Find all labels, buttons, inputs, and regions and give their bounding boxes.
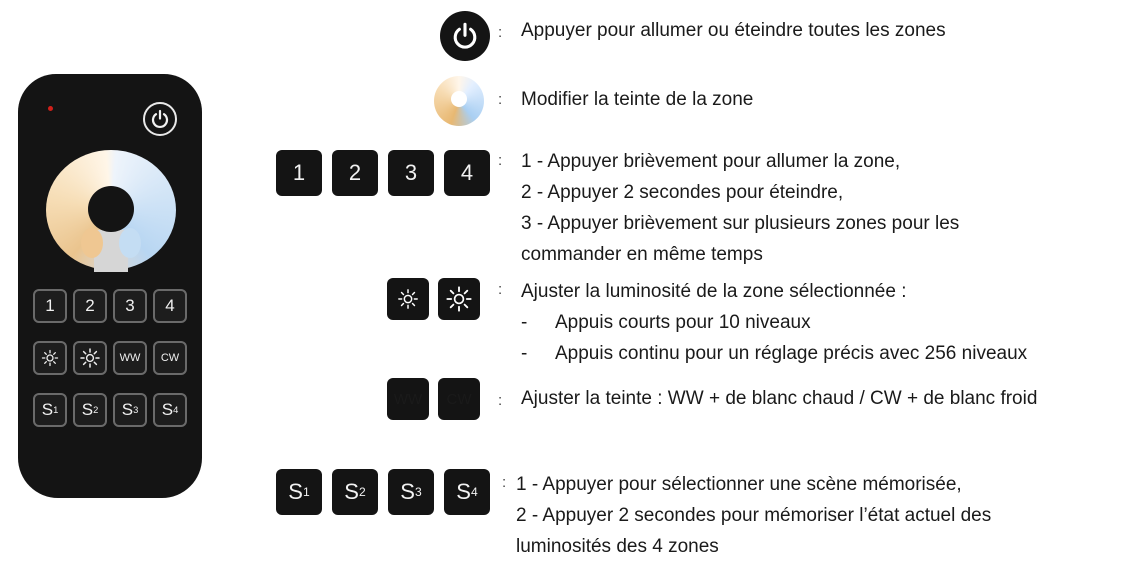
brightness-bullet-1: - Appuis courts pour 10 niveaux	[521, 312, 811, 333]
power-icon	[150, 109, 170, 129]
legend-brightness-down-button	[387, 278, 429, 320]
sun-large-icon	[446, 286, 472, 312]
power-icon	[451, 22, 479, 50]
wheel-center	[451, 91, 467, 107]
scenes-line-1: 1 - Appuyer pour sélectionner une scène mémorisée,	[516, 474, 962, 495]
legend-colon: :	[498, 152, 503, 169]
legend-colon: :	[498, 392, 503, 409]
zones-line-3: 3 - Appuyer brièvement sur plusieurs zones pour les	[521, 213, 960, 234]
wheel-description: Modifier la teinte de la zone	[521, 89, 754, 110]
color-temperature-wheel[interactable]	[46, 150, 176, 270]
legend-scene-2-button: S 2	[332, 469, 378, 515]
brightness-bullet-2: - Appuis continu pour un réglage précis avec 256 niveaux	[521, 343, 1028, 364]
brightness-description	[521, 276, 1027, 369]
tint-description: Ajuster la teinte : WW + de blanc chaud / CW + de blanc froid	[521, 388, 1038, 409]
legend-brightness-up-button	[438, 278, 480, 320]
brightness-title: Ajuster la luminosité de la zone sélectionnée :	[521, 281, 907, 302]
remote-brightness-up-button[interactable]	[73, 341, 107, 375]
zones-line-1: 1 - Appuyer brièvement pour allumer la zone,	[521, 151, 901, 172]
zones-line-2: 2 - Appuyer 2 secondes pour éteindre,	[521, 182, 844, 203]
sun-small-icon	[397, 288, 419, 310]
zones-description	[521, 146, 959, 270]
legend-zone-4-button: 4	[444, 150, 490, 196]
legend-ww-button: WW	[387, 378, 429, 420]
status-led	[48, 106, 53, 111]
remote-brightness-down-button[interactable]	[33, 341, 67, 375]
scenes-line-3: luminosités des 4 zones	[516, 536, 719, 557]
sun-large-icon	[80, 348, 100, 368]
remote-ww-button[interactable]: WW	[113, 341, 147, 375]
remote-scene-1-button[interactable]: S 1	[33, 393, 67, 427]
remote-zone-4-button[interactable]: 4	[153, 289, 187, 323]
remote-scene-2-button[interactable]: S 2	[73, 393, 107, 427]
legend-colon: :	[498, 24, 503, 41]
legend-zone-2-button: 2	[332, 150, 378, 196]
wheel-notch	[94, 230, 128, 272]
legend-cw-button: CW	[438, 378, 480, 420]
legend-scene-4-button: S 4	[444, 469, 490, 515]
legend-scene-1-button: S 1	[276, 469, 322, 515]
zones-line-4: commander en même temps	[521, 244, 763, 265]
scenes-line-2: 2 - Appuyer 2 secondes pour mémoriser l’état actuel des	[516, 505, 992, 526]
remote-zone-3-button[interactable]: 3	[113, 289, 147, 323]
legend-colon: :	[498, 281, 503, 298]
remote-zone-2-button[interactable]: 2	[73, 289, 107, 323]
remote-scene-3-button[interactable]: S 3	[113, 393, 147, 427]
wheel-center	[88, 186, 134, 232]
remote-control	[18, 74, 202, 498]
legend-zone-1-button: 1	[276, 150, 322, 196]
color-temperature-wheel-icon	[434, 76, 484, 126]
legend-power-button	[440, 11, 490, 61]
power-description: Appuyer pour allumer ou éteindre toutes les zones	[521, 20, 946, 41]
legend-colon: :	[498, 91, 503, 108]
remote-power-button[interactable]	[143, 102, 177, 136]
sun-small-icon	[41, 349, 59, 367]
legend-colon: :	[502, 474, 507, 491]
legend-zone-3-button: 3	[388, 150, 434, 196]
remote-zone-1-button[interactable]: 1	[33, 289, 67, 323]
scenes-description	[516, 469, 991, 562]
legend-scene-3-button: S 3	[388, 469, 434, 515]
remote-scene-4-button[interactable]: S 4	[153, 393, 187, 427]
remote-cw-button[interactable]: CW	[153, 341, 187, 375]
